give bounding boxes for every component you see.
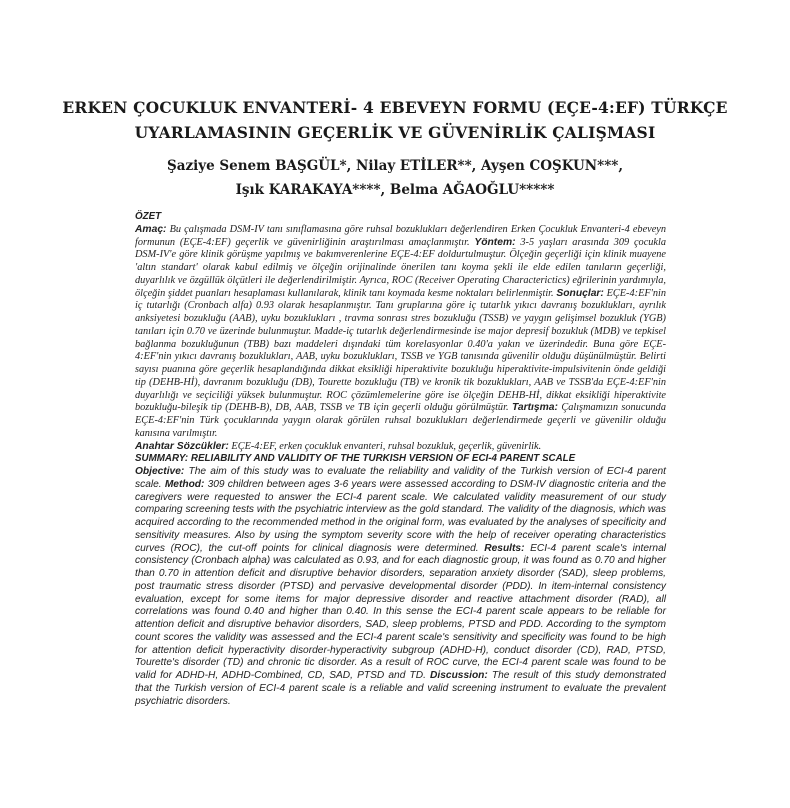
sonuclar-label: Sonuçlar: bbox=[556, 287, 604, 299]
yontem-text: 3-5 yaşları arasında 309 çocukla DSM-IV'e göre klinik görüşme yapılmış ve bakımverenlerine EÇE-4:EF doldurtulmuştur. Ölçeğin geçerliği için klinik muayene 'altın standart' olarak kabul edilmiş ve ölçeğin orijinalinde önerilen tanı koyma şekli ile elde edilen tanıların geçerliği, duyarlılık ve özgüllük ölçütleri ile değerlendirilmiştir. Ayrıca, ROC (Receiver Operating Characterictics) eğrilerinin yardımıyla, ölçeğin şiddet puanları hesaplaması kullanılarak, klinik tanı koymada kesme noktaları belirlenmiştir. bbox=[135, 236, 666, 299]
ozet-heading: ÖZET bbox=[135, 211, 162, 222]
discussion-text: The result of this study demonstrated that the Turkish version of ECI-4 parent scale is a reliable and valid screening instrument to evaluate the prevalent psychiatric disorders. bbox=[135, 670, 666, 707]
objective-label: Objective: bbox=[135, 466, 185, 477]
article-title bbox=[60, 95, 730, 145]
sonuclar-text: EÇE-4:EF'nin iç tutarlığı (Cronbach alfa) 0.93 olarak hesaplanmıştır. Tanı gruplarına göre iç tutarlık yıkıcı davranış bozuklukları, ayrılık anksiyetesi bozukluğu (AAB), uyku bozuklukları , travma sonrası stres bozukluğu (TSSB) ve yaygın gelişimsel bozukluk (YGB) tanıları için 0.70 ve üzerinde bulunmuştur. Madde-iç tutarlık değerlendirmesinde ise major depresif bozukluk (MDB) ve tepkisel bağlanma bozukluğunun (TBB) bazı maddeleri dışındaki tüm korelasyonlar 0.40'a yakın ve üzerindedir. Buna göre EÇE-4:EF'nin yıkıcı davranış bozuklukları, AAB, uyku bozuklukları, TSSB ve YGB tanısında güvenilir olduğu düşünülmüştür. Belirti sayısı puanına göre geçerlik hesaplandığında dikkat eksikliği hiperaktivite bozukluğu hiperaktivite-impulsivitenin önde geldiği tip (DEHB-Hİ), davranım bozukluğu (DB), Tourette bozukluğu (TB) ve kronik tik bozuklukları, AAB ve TSSB'da EÇE-4:EF'nin duyarlılığı ve seçiciliği yüksek bulunmuştur. ROC çözümlemelerine göre ise ölçeğin DEHB-Hİ, dikkat eksikliği hiperaktivite bozukluğu-bileşik tip (DEHB-B), DB, AAB, TSSB ve TB için geçerli olduğu görülmüştür. bbox=[135, 287, 667, 414]
keywords bbox=[135, 441, 666, 454]
article-title-line-1: ERKEN ÇOCUKLUK ENVANTERİ- 4 EBEVEYN FORMU (EÇE-4:EF) TÜRKÇE bbox=[62, 98, 728, 117]
amac-text: Bu çalışmada DSM-IV tanı sınıflamasına göre ruhsal bozuklukları değerlendiren Erken Çocukluk Envanteri-4 ebeveyn formunun (EÇE-4:EF) geçerlik ve güvenirliğinin araştırılması amaçlanmıştır. bbox=[135, 223, 666, 248]
anahtar-text: EÇE-4:EF, erken çocukluk envanteri, ruhsal bozukluk, geçerlik, güvenirlik. bbox=[228, 440, 542, 452]
discussion-label: Discussion: bbox=[430, 670, 488, 681]
author-line-2: Işık KARAKAYA****, Belma AĞAOĞLU***** bbox=[235, 182, 555, 198]
ozet-paragraph bbox=[135, 224, 666, 441]
summary-paragraph bbox=[135, 466, 666, 708]
results-label: Results: bbox=[484, 542, 525, 554]
tartisma-label: Tartışma: bbox=[511, 402, 558, 414]
results-text: ECI-4 parent scale's internal consistency (Cronbach alpha) was calculated as 0.93, and for each diagnostic group, it was found as 0.70 and higher than 0.70 in attention deficit and disruptive behavior disorders, separation anxiety disorder (SAD), sleep problems, post traumatic stress disorder (PTSD) and pervasive developmental disorder (PDD). In item-internal consistency evaluation, except for some items for major depressive disorder and reactive attachment disorder (RAD), all correlations was found 0.40 and higher than 0.40. In this sense the ECI-4 parent scale appears to be reliable for attention deficit and disruptive behavior disorders, SAD, sleep problems, PTSD and PDD. According to the symptom count scores the validity was assessed and the ECI-4 parent scale's sensitivity and specificity was found to be high for attention deficit hyperactivity disorder-hyperactivity subgroup (ADHD-H), conduct disorder (CD), RAD, PTSD, Tourette's disorder (TD) and chronic tic disorder. As a result of ROC curve, the ECI-4 parent scale was found to be valid for ADHD-H, ADHD-Combined, CD, SAD, PTSD and TD. bbox=[135, 542, 667, 681]
method-text: 309 children between ages 3-6 years were assessed according to DSM-IV diagnostic criteria and the caregivers were requested to answer the ECI-4 parent scale. We calculated validity measurement of our study comparing screening tests with the psychiatric interview as the gold standard. The validity of the diagnosis, which was acquired according to the recommended method in the original form, was evaluated by the analyses of specificity and sensitivity measures. Also by using the symptom severity score with the help of receiver operating characteristics curves (ROC), the cut-off points for clinical diagnosis were determined. bbox=[135, 478, 666, 554]
amac-label: Amaç: bbox=[135, 223, 167, 235]
author-line-1: Şaziye Senem BAŞGÜL*, Nilay ETİLER**, Ayşen COŞKUN***, bbox=[166, 158, 624, 174]
yontem-label: Yöntem: bbox=[474, 236, 516, 248]
author-list bbox=[80, 154, 710, 202]
anahtar-label: Anahtar Sözcükler: bbox=[135, 440, 229, 452]
tartisma-text: Çalışmamızın sonucunda EÇE-4:EF'nin Türk çocuklarında yaygın olarak görülen ruhsal bozuklukları değerlendirmede geçerli ve güvenilir olduğu kanısına varılmıştır. bbox=[135, 402, 666, 439]
summary-heading: SUMMARY: RELIABILITY AND VALIDITY OF THE TURKISH VERSION OF ECI-4 PARENT SCALE bbox=[135, 453, 576, 465]
article-title-line-2: UYARLAMASININ GEÇERLİK VE GÜVENİRLİK ÇALIŞMASI bbox=[134, 123, 656, 142]
abstract-body bbox=[135, 211, 666, 708]
objective-text: The aim of this study was to evaluate the reliability and validity of the Turkish version of ECI-4 parent scale. bbox=[135, 466, 666, 490]
method-label: Method: bbox=[164, 478, 205, 490]
